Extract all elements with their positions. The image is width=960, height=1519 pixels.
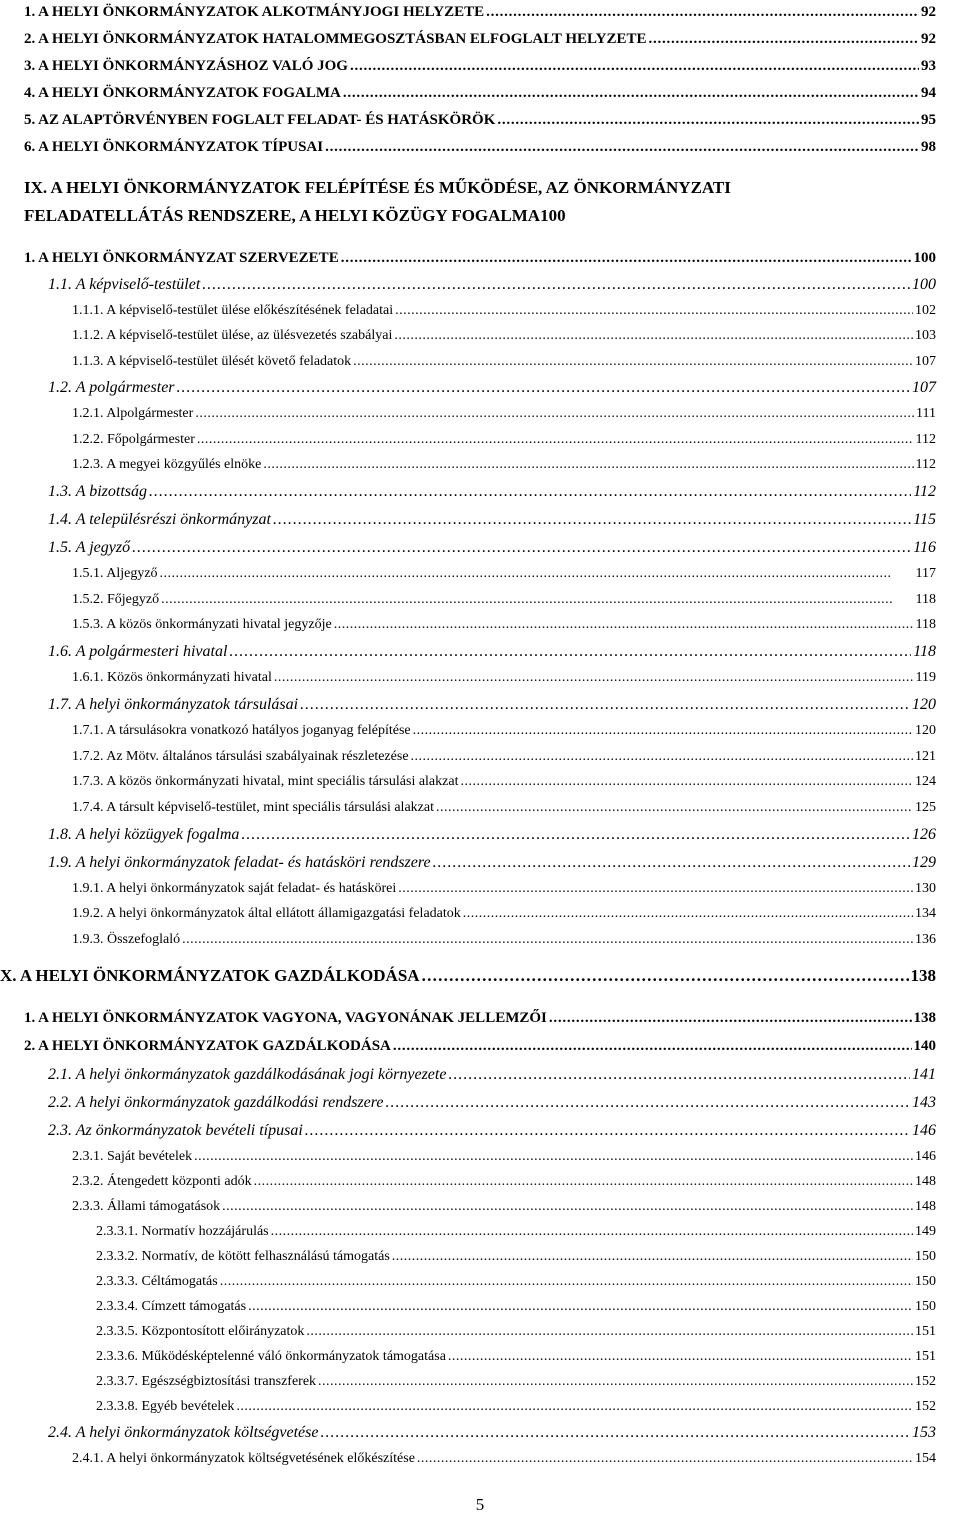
dot-leader (182, 932, 913, 948)
toc-entry-page: 107 (915, 354, 936, 369)
dot-leader (194, 1149, 913, 1165)
dot-leader (161, 592, 913, 608)
dot-leader (325, 139, 919, 156)
toc-entry-title: 1.7.2. Az Mötv. általános társulási szabályainak részletezése (72, 749, 409, 764)
toc-entry-page: 120 (912, 696, 936, 713)
toc-entry-page: 124 (915, 774, 936, 789)
toc-entry[interactable] (96, 1224, 936, 1240)
toc-entry-page: 121 (915, 749, 936, 764)
dot-leader (417, 1451, 913, 1467)
toc-entry-page: 118 (915, 592, 936, 607)
toc-entry-page: 138 (910, 966, 936, 985)
toc-entry-title: 2.2. A helyi önkormányzatok gazdálkodási rendszere (48, 1094, 384, 1111)
dot-leader (306, 1324, 913, 1340)
dot-leader (413, 723, 913, 739)
toc-entry-title: 1.2.3. A megyei közgyűlés elnöke (72, 457, 262, 472)
toc-entry[interactable] (48, 1122, 936, 1140)
toc-entry-page: 152 (915, 1399, 936, 1414)
dot-leader (436, 800, 913, 816)
toc-entry-title: 1.7.4. A társult képviselő-testület, mint speciális társulási alakzat (72, 800, 434, 815)
toc-entry-title: 4. A HELYI ÖNKORMÁNYZATOK FOGALMA (24, 85, 341, 101)
toc-entry-title: 2. A HELYI ÖNKORMÁNYZATOK GAZDÁLKODÁSA (24, 1038, 391, 1054)
toc-entry-page: 146 (912, 1122, 936, 1139)
chapter-ix-heading-line1[interactable]: IX. A HELYI ÖNKORMÁNYZATOK FELÉPÍTÉSE ÉS MŰKÖDÉSE, AZ ÖNKORMÁNYZATI (24, 178, 731, 197)
toc-entry[interactable] (72, 1174, 936, 1190)
toc-entry-title: 1.2.2. Főpolgármester (72, 432, 195, 447)
dot-leader (486, 4, 919, 21)
dot-leader (177, 379, 910, 397)
toc-entry-page: 150 (915, 1274, 936, 1289)
toc-entry-title: 1.5.3. A közös önkormányzati hivatal jegyzője (72, 617, 332, 632)
toc-entry-page: 92 (921, 4, 936, 20)
toc-entry[interactable] (72, 1199, 936, 1215)
toc-entry-page: 118 (913, 643, 936, 660)
toc-entry-title: 1.9.2. A helyi önkormányzatok által ellátott államigazgatási feladatok (72, 906, 461, 921)
toc-entry-page: 152 (915, 1374, 936, 1389)
dot-leader (220, 1274, 913, 1290)
toc-entry[interactable] (72, 1451, 936, 1467)
toc-entry[interactable] (72, 932, 936, 948)
toc-entry[interactable] (24, 139, 936, 156)
toc-section[interactable] (24, 1010, 936, 1027)
toc-entry-title: 1.3. A bizottság (48, 483, 147, 500)
toc-entry[interactable] (96, 1324, 936, 1340)
toc-entry-page: 151 (915, 1349, 936, 1364)
toc-entry-page: 150 (915, 1299, 936, 1314)
toc-entry-page: 130 (915, 881, 936, 896)
toc-entry-title: 1.2. A polgármester (48, 379, 175, 396)
dot-leader (649, 31, 919, 48)
toc-entry-page: 117 (915, 566, 936, 581)
toc-entry-title: 1.5.2. Főjegyző (72, 592, 160, 607)
toc-entry[interactable] (48, 276, 936, 294)
toc-entry-title: 6. A HELYI ÖNKORMÁNYZATOK TÍPUSAI (24, 139, 324, 155)
toc-entry-title: 1.7. A helyi önkormányzatok társulásai (48, 696, 299, 713)
toc-entry-title: 1.1. A képviselő-testület (48, 276, 201, 293)
toc-entry[interactable] (96, 1274, 936, 1290)
toc-entry-title: X. A HELYI ÖNKORMÁNYZATOK GAZDÁLKODÁSA (0, 966, 420, 985)
dot-leader (318, 1374, 913, 1390)
dot-leader (460, 774, 913, 790)
dot-leader (263, 457, 913, 473)
toc-entry[interactable] (48, 379, 936, 397)
toc-entry-title: 2.3.2. Átengedett központi adók (72, 1174, 252, 1189)
toc-entry[interactable] (48, 483, 936, 501)
toc-entry-title: 2.3.3.6. Működésképtelenné váló önkormányzatok támogatása (96, 1349, 446, 1364)
toc-entry-page: 102 (915, 303, 936, 318)
chapter-ix-heading-line2: FELADATELLÁTÁS RENDSZERE, A HELYI KÖZÜGY FOGALMA (24, 206, 541, 225)
toc-entry-title: 2.3.3.7. Egészségbiztosítási transzferek (96, 1374, 317, 1389)
toc-entry[interactable] (96, 1399, 936, 1415)
toc-entry[interactable] (24, 4, 936, 21)
toc-entry-page: 153 (912, 1424, 936, 1441)
toc-entry[interactable] (72, 749, 936, 765)
toc-entry[interactable] (48, 539, 936, 557)
toc-entry[interactable] (96, 1249, 936, 1265)
toc-entry[interactable] (72, 723, 936, 739)
toc-entry[interactable] (72, 406, 936, 422)
toc-entry-title: 1. A HELYI ÖNKORMÁNYZATOK VAGYONA, VAGYONÁNAK JELLEMZŐI (24, 1010, 547, 1026)
dot-leader (197, 432, 914, 448)
toc-entry-page: 116 (913, 539, 936, 556)
toc-entry-title: 2.3.3.1. Normatív hozzájárulás (96, 1224, 269, 1239)
toc-entry-title: 2.4.1. A helyi önkormányzatok költségvetésének előkészítése (72, 1451, 415, 1466)
toc-entry-title: 1. A HELYI ÖNKORMÁNYZAT SZERVEZETE (24, 250, 339, 266)
toc-entry-page: 100 (540, 206, 566, 225)
toc-entry-page: 103 (915, 328, 936, 343)
toc-entry-page: 148 (915, 1174, 936, 1189)
dot-leader (463, 906, 913, 922)
toc-entry[interactable] (72, 432, 936, 448)
toc-entry-page: 149 (915, 1224, 936, 1239)
dot-leader (320, 1424, 910, 1442)
dot-leader (273, 511, 911, 529)
dot-leader (305, 1122, 910, 1140)
toc-entry[interactable] (48, 826, 936, 844)
toc-entry-title: 1.4. A településrészi önkormányzat (48, 511, 271, 528)
dot-leader (343, 85, 919, 102)
dot-leader (160, 566, 914, 582)
toc-entry-page: 150 (915, 1249, 936, 1264)
toc-entry-title: 3. A HELYI ÖNKORMÁNYZÁSHOZ VALÓ JOG (24, 58, 348, 74)
toc-entry-title: 1. A HELYI ÖNKORMÁNYZATOK ALKOTMÁNYJOGI HELYZETE (24, 4, 485, 20)
toc-entry-title: 1.1.2. A képviselő-testület ülése, az ülésvezetés szabályai (72, 328, 393, 343)
toc-entry-page: 134 (915, 906, 936, 921)
toc-entry-page: 115 (913, 511, 936, 528)
toc-entry-title: 2.3.3.2. Normatív, de kötött felhasználású támogatás (96, 1249, 390, 1264)
toc-entry-page: 112 (915, 432, 936, 447)
toc-entry-page: 143 (912, 1094, 936, 1111)
toc-section[interactable] (24, 1038, 936, 1055)
dot-leader (222, 1199, 913, 1215)
dot-leader (300, 696, 910, 714)
chapter-ix-heading[interactable] (24, 206, 936, 226)
dot-leader (195, 406, 914, 422)
toc-entry[interactable] (72, 354, 936, 370)
toc-entry-title: 1.2.1. Alpolgármester (72, 406, 194, 421)
toc-entry-title: 1.7.1. A társulásokra vonatkozó hatályos joganyag felépítése (72, 723, 411, 738)
toc-entry-page: 94 (921, 85, 936, 101)
toc-entry-page: 120 (915, 723, 936, 738)
toc-entry-page: 112 (915, 457, 936, 472)
toc-entry[interactable] (72, 617, 936, 633)
toc-entry-title: 1.5. A jegyző (48, 539, 131, 556)
toc-entry-title: 1.8. A helyi közügyek fogalma (48, 826, 240, 843)
dot-leader (422, 966, 909, 986)
dot-leader (549, 1010, 912, 1027)
toc-entry-title: 2.3. Az önkormányzatok bevételi típusai (48, 1122, 303, 1139)
toc-entry[interactable] (48, 643, 936, 661)
toc-entry-page: 148 (915, 1199, 936, 1214)
toc-entry-title: 2. A HELYI ÖNKORMÁNYZATOK HATALOMMEGOSZTÁSBAN ELFOGLALT HELYZETE (24, 31, 647, 47)
toc-entry[interactable] (72, 328, 936, 344)
toc-entry-page: 93 (921, 58, 936, 74)
toc-entry-title: 2.3.3. Állami támogatások (72, 1199, 221, 1214)
toc-entry[interactable] (48, 511, 936, 529)
toc-section[interactable] (24, 250, 936, 267)
dot-leader (497, 112, 919, 129)
dot-leader (202, 276, 910, 294)
dot-leader (248, 1299, 913, 1315)
toc-entry[interactable] (72, 670, 936, 686)
dot-leader (334, 617, 914, 633)
dot-leader (433, 854, 910, 872)
dot-leader (149, 483, 911, 501)
dot-leader (393, 1038, 912, 1055)
toc-entry[interactable] (24, 31, 936, 48)
dot-leader (132, 539, 911, 557)
toc-entry[interactable] (72, 774, 936, 790)
toc-entry-title: 2.1. A helyi önkormányzatok gazdálkodásának jogi környezete (48, 1066, 447, 1083)
toc-entry-title: 1.9.1. A helyi önkormányzatok saját feladat- és hatáskörei (72, 881, 397, 896)
dot-leader (386, 1094, 910, 1112)
toc-entry[interactable] (24, 85, 936, 102)
toc-entry[interactable] (48, 1094, 936, 1112)
dot-leader (448, 1349, 913, 1365)
toc-entry-title: 2.3.3.5. Központosított előirányzatok (96, 1324, 305, 1339)
page-number: 5 (475, 1495, 485, 1514)
toc-entry-page: 98 (921, 139, 936, 155)
toc-entry-page: 151 (915, 1324, 936, 1339)
toc-entry[interactable] (72, 881, 936, 897)
dot-leader (353, 354, 913, 370)
dot-leader (229, 643, 911, 661)
toc-entry-page: 129 (912, 854, 936, 871)
toc-entry-page: 140 (913, 1038, 936, 1054)
toc-entry[interactable] (72, 457, 936, 473)
toc-entry-title: 1.5.1. Aljegyző (72, 566, 158, 581)
toc-entry-page: 136 (915, 932, 936, 947)
toc-entry-title: 1.9.3. Összefoglaló (72, 932, 181, 947)
toc-entry-title: 1.1.3. A képviselő-testület ülését követő feladatok (72, 354, 352, 369)
toc-entry-page: 125 (915, 800, 936, 815)
dot-leader (274, 670, 914, 686)
toc-entry-title: 2.3.1. Saját bevételek (72, 1149, 193, 1164)
toc-entry[interactable] (72, 1149, 936, 1165)
toc-entry-title: 1.1.1. A képviselő-testület ülése előkészítésének feladatai (72, 303, 394, 318)
toc-entry[interactable] (48, 1424, 936, 1442)
toc-entry[interactable] (96, 1349, 936, 1365)
toc-entry[interactable] (72, 592, 936, 608)
toc-entry[interactable] (48, 854, 936, 872)
dot-leader (350, 58, 919, 75)
toc-entry-title: 2.3.3.3. Céltámogatás (96, 1274, 218, 1289)
toc-entry-title: 2.3.3.8. Egyéb bevételek (96, 1399, 235, 1414)
toc-entry-page: 118 (915, 617, 936, 632)
dot-leader (241, 826, 910, 844)
toc-entry-page: 107 (912, 379, 936, 396)
toc-entry[interactable] (72, 906, 936, 922)
toc-entry-page: 138 (913, 1010, 936, 1026)
toc-entry[interactable] (48, 696, 936, 714)
toc-entry-page: 146 (915, 1149, 936, 1164)
toc-entry-page: 154 (915, 1451, 936, 1466)
toc-entry-title: 1.7.3. A közös önkormányzati hivatal, mint speciális társulási alakzat (72, 774, 459, 789)
toc-entry[interactable] (96, 1299, 936, 1315)
toc-entry-title: 1.6. A polgármesteri hivatal (48, 643, 228, 660)
toc-entry-page: 100 (913, 250, 936, 266)
toc-entry[interactable] (72, 566, 936, 582)
dot-leader (271, 1224, 913, 1240)
toc-entry-page: 126 (912, 826, 936, 843)
toc-entry-page: 141 (912, 1066, 936, 1083)
dot-leader (411, 749, 913, 765)
dot-leader (395, 303, 913, 319)
toc-entry[interactable] (72, 800, 936, 816)
dot-leader (254, 1174, 913, 1190)
toc-entry-page: 100 (912, 276, 936, 293)
toc-entry-page: 92 (921, 31, 936, 47)
toc-entry[interactable] (72, 303, 936, 319)
dot-leader (341, 250, 912, 267)
toc-entry-page: 112 (913, 483, 936, 500)
toc-entry[interactable] (48, 1066, 936, 1084)
toc-entry-title: 1.9. A helyi önkormányzatok feladat- és hatásköri rendszere (48, 854, 431, 871)
toc-entry-page: 119 (915, 670, 936, 685)
toc-entry[interactable] (96, 1374, 936, 1390)
toc-entry-title: 5. AZ ALAPTÖRVÉNYBEN FOGLALT FELADAT- ÉS HATÁSKÖRÖK (24, 112, 496, 128)
toc-entry[interactable] (24, 112, 936, 129)
dot-leader (394, 328, 913, 344)
dot-leader (392, 1249, 913, 1265)
toc-entry[interactable] (24, 58, 936, 75)
toc-entry-title: 2.3.3.4. Címzett támogatás (96, 1299, 247, 1314)
toc-entry-page: 95 (921, 112, 936, 128)
toc-entry-title: 2.4. A helyi önkormányzatok költségvetése (48, 1424, 319, 1441)
dot-leader (448, 1066, 910, 1084)
dot-leader (236, 1399, 913, 1415)
toc-entry-title: 1.6.1. Közös önkormányzati hivatal (72, 670, 272, 685)
chapter-x-heading[interactable] (0, 966, 936, 986)
toc-entry-page: 111 (916, 406, 936, 421)
dot-leader (398, 881, 913, 897)
